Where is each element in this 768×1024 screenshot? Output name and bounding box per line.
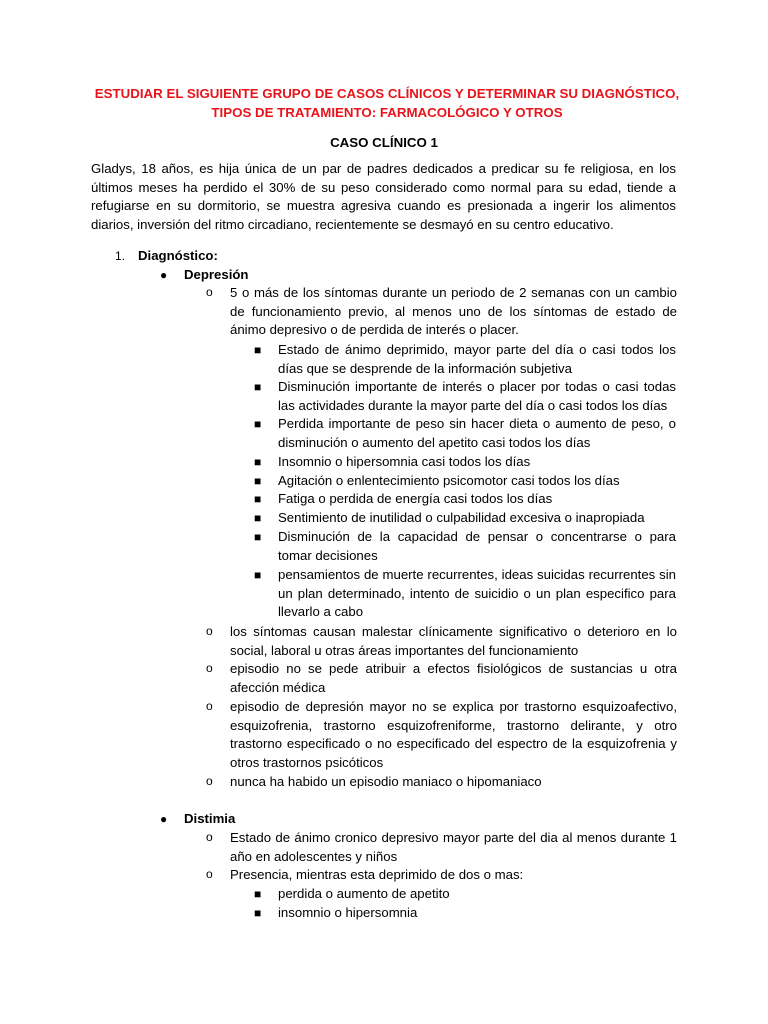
square-bullet-icon: ■ (254, 343, 262, 357)
list-item: Disminución importante de interés o placer por todas o casi todas las actividades durante la mayor parte del día o casi todos los días (278, 379, 676, 413)
list-item: episodio de depresión mayor no se explica por trastorno esquizoafectivo, esquizofrenia, trastorno esquizofreniforme, trastorno delirante, y otro trastorno especificado o no especificado del espectro de la esquizofrenia y otros trastornos psicóticos (230, 699, 677, 770)
list-item: Sentimiento de inutilidad o culpabilidad excesiva o inapropiada (278, 510, 645, 525)
assignment-heading: ESTUDIAR EL SIGUIENTE GRUPO DE CASOS CLÍNICOS Y DETERMINAR SU DIAGNÓSTICO, TIPOS DE TRATAMIENTO: FARMACOLÓGICO Y OTROS (94, 86, 680, 120)
list-item: episodio no se pede atribuir a efectos fisiológicos de sustancias u otra afección médica (230, 661, 677, 695)
list-item: Estado de ánimo deprimido, mayor parte del día o casi todos los días que se desprende de la información subjetiva (278, 342, 676, 376)
list-item: Presencia, mientras esta deprimido de dos o mas: (230, 867, 524, 882)
circle-bullet-icon: o (206, 867, 213, 881)
bullet-bullet-icon: ● (160, 268, 168, 282)
case-description: Gladys, 18 años, es hija única de un par de padres dedicados a predicar su fe religiosa, en los últimos meses ha perdido el 30% de su peso considerado como normal para su edad, tiende a refugiarse en su dormitorio, se muestra agresiva cuando es presionada a ingerir los alimentos diarios, inversión del ritmo circadiano, recientemente se desmayó en su centro educativo. (91, 161, 676, 232)
list-item: Diagnóstico: (138, 248, 218, 263)
bullet-bullet-icon: ● (160, 812, 168, 826)
list-item: nunca ha habido un episodio maniaco o hipomaniaco (230, 774, 542, 789)
square-bullet-icon: ■ (254, 455, 262, 469)
list-item: Estado de ánimo cronico depresivo mayor parte del dia al menos durante 1 año en adolescentes y niños (230, 830, 677, 864)
circle-bullet-icon: o (206, 830, 213, 844)
list-item: perdida o aumento de apetito (278, 886, 450, 901)
square-bullet-icon: ■ (254, 530, 262, 544)
list-item: Depresión (184, 267, 249, 282)
circle-bullet-icon: o (206, 661, 213, 675)
square-bullet-icon: ■ (254, 492, 262, 506)
list-item: Agitación o enlentecimiento psicomotor casi todos los días (278, 473, 620, 488)
list-item: Insomnio o hipersomnia casi todos los días (278, 454, 531, 469)
circle-bullet-icon: o (206, 699, 213, 713)
square-bullet-icon: ■ (254, 568, 262, 582)
square-bullet-icon: ■ (254, 511, 262, 525)
list-item: pensamientos de muerte recurrentes, ideas suicidas recurrentes sin un plan determinado, intento de suicidio o un plan especifico para llevarlo a cabo (278, 567, 676, 620)
list-item: 5 o más de los síntomas durante un periodo de 2 semanas con un cambio de funcionamiento previo, al menos uno de los síntomas de estado de ánimo depresivo o de perdida de interés o placer. (230, 285, 677, 338)
circle-bullet-icon: o (206, 774, 213, 788)
square-bullet-icon: ■ (254, 474, 262, 488)
list-item: los síntomas causan malestar clínicamente significativo o deterioro en lo social, laboral u otras áreas importantes del funcionamiento (230, 624, 677, 658)
case-title: CASO CLÍNICO 1 (330, 135, 438, 150)
square-bullet-icon: ■ (254, 887, 262, 901)
list-item: Fatiga o perdida de energía casi todos los días (278, 491, 553, 506)
circle-bullet-icon: o (206, 624, 213, 638)
list-number: 1. (115, 249, 126, 263)
list-item: insomnio o hipersomnia (278, 905, 418, 920)
square-bullet-icon: ■ (254, 380, 262, 394)
list-item: Perdida importante de peso sin hacer dieta o aumento de peso, o disminución o aumento del apetito casi todos los días (278, 416, 676, 450)
square-bullet-icon: ■ (254, 906, 262, 920)
list-item: Disminución de la capacidad de pensar o concentrarse o para tomar decisiones (278, 529, 676, 563)
circle-bullet-icon: o (206, 285, 213, 299)
list-item: Distimia (184, 811, 236, 826)
square-bullet-icon: ■ (254, 417, 262, 431)
